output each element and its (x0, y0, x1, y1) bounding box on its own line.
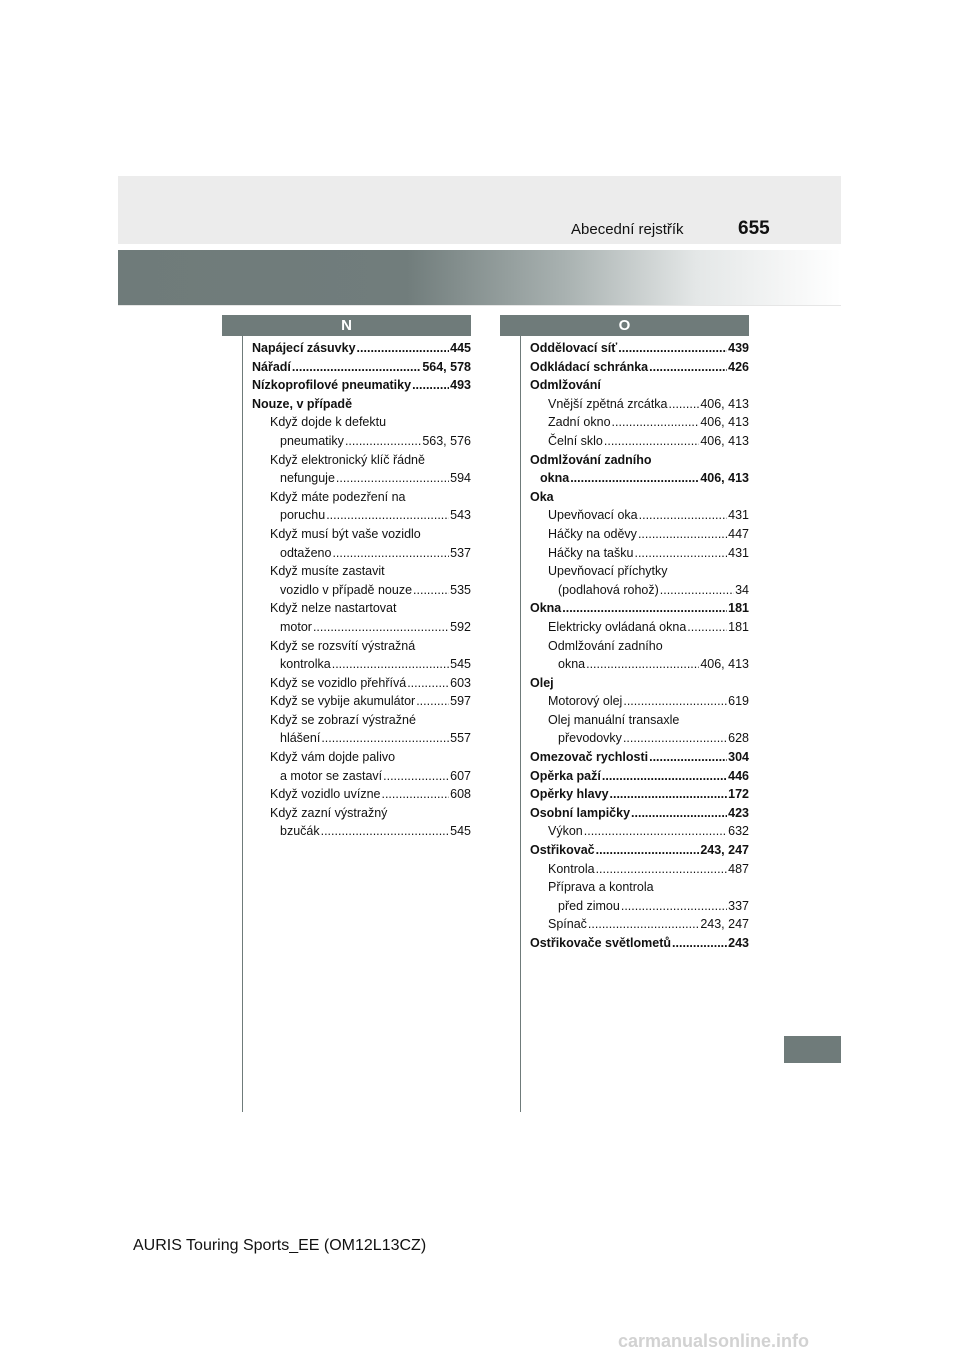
index-entry-term: hlášení (280, 731, 321, 746)
leader-dots (321, 729, 449, 748)
index-entry-term: Osobní lampičky (530, 805, 631, 820)
index-entry-page: 564, 578 (422, 359, 471, 374)
index-entry-term: pneumatiky (280, 433, 344, 448)
leader-dots (649, 358, 727, 377)
index-entry-term: Když vám dojde palivo (270, 750, 396, 765)
index-entry-term: Upevňovací příchytky (548, 564, 668, 579)
index-entry-term: Oddělovací síť (530, 341, 618, 355)
index-entry (530, 506, 749, 525)
index-entry-term: Zadní okno (548, 415, 611, 430)
index-entry-page: 304 (728, 750, 749, 765)
index-entry-term: Odmlžování zadního (548, 638, 663, 653)
index-entry-term: okna (558, 657, 586, 672)
index-entry-term: okna (540, 471, 570, 486)
index-entry (252, 822, 471, 841)
index-entry-page: 607 (450, 768, 471, 783)
index-entry-page: 563, 576 (422, 433, 471, 448)
index-entry (530, 729, 749, 748)
index-entry (252, 413, 471, 432)
index-entry-page: 426 (728, 359, 749, 374)
index-entry (530, 785, 749, 804)
index-entry-page: 423 (728, 805, 749, 820)
index-entry (252, 692, 471, 711)
index-entry-page: 603 (450, 675, 471, 690)
index-entry-term: Opěrky hlavy (530, 787, 609, 802)
index-entry-page: 34 (735, 582, 749, 597)
leader-dots (660, 581, 734, 600)
leader-dots (416, 692, 449, 711)
divider (118, 305, 841, 306)
index-entry-page: 594 (450, 471, 471, 486)
header-band (118, 176, 841, 244)
leader-dots (326, 506, 449, 525)
index-entry (530, 339, 749, 358)
index-entry-page: 181 (728, 619, 749, 634)
index-entry-page: 592 (450, 619, 471, 634)
index-entry-term: Olej (530, 675, 554, 690)
index-entry (530, 841, 749, 860)
index-entry-term: Spínač (548, 917, 587, 932)
index-entry-page: 445 (450, 341, 471, 355)
index-entry-term: Olej manuální transaxle (548, 712, 680, 727)
index-entry (530, 432, 749, 451)
index-entry (530, 581, 749, 600)
index-column-n (252, 339, 471, 841)
index-entry (252, 599, 471, 618)
index-entry-page: 406, 413 (700, 433, 749, 448)
index-entry-term: Čelní sklo (548, 433, 603, 448)
index-entry (252, 711, 471, 730)
index-entry-page: 431 (728, 545, 749, 560)
index-entry (530, 767, 749, 786)
index-entry (530, 748, 749, 767)
index-entry (530, 915, 749, 934)
leader-dots (586, 655, 699, 674)
leader-dots (649, 748, 727, 767)
index-entry-term: Výkon (548, 824, 583, 839)
index-entry-term: Když vozidlo uvízne (270, 787, 381, 802)
index-entry-page: 557 (450, 731, 471, 746)
leader-dots (381, 785, 449, 804)
index-entry (252, 488, 471, 507)
index-entry-page: 243, 247 (700, 843, 749, 858)
index-entry (530, 469, 749, 488)
leader-dots (570, 469, 699, 488)
leader-dots (638, 525, 727, 544)
index-entry (530, 618, 749, 637)
leader-dots (639, 506, 728, 525)
index-entry (530, 897, 749, 916)
index-entry (530, 562, 749, 581)
index-entry-term: a motor se zastaví (280, 768, 383, 783)
index-entry-term: Když musíte zastavit (270, 564, 385, 579)
letter-header-n: N (222, 315, 471, 336)
index-entry-term: poruchu (280, 508, 326, 523)
leader-dots (345, 432, 421, 451)
index-entry (252, 562, 471, 581)
index-entry-term: Motorový olej (548, 694, 623, 709)
index-entry (530, 804, 749, 823)
leader-dots (407, 674, 449, 693)
index-entry-term: (podlahová rohož) (558, 582, 659, 597)
index-entry-page: 406, 413 (700, 657, 749, 672)
footer-model: AURIS Touring Sports_EE (OM12L13CZ) (133, 1237, 427, 1254)
index-entry-term: Omezovač rychlosti (530, 750, 649, 765)
index-entry (530, 934, 749, 953)
leader-dots (584, 822, 727, 841)
leader-dots (412, 376, 449, 395)
section-title: Abecední rejstřík (571, 221, 684, 238)
index-entry-page: 619 (728, 694, 749, 709)
leader-dots (357, 339, 450, 358)
index-entry-term: Ostřikovače světlometů (530, 936, 672, 950)
index-entry-term: Elektricky ovládaná okna (548, 619, 687, 634)
leader-dots (669, 395, 700, 414)
index-entry-term: Když se vybije akumulátor (270, 694, 416, 709)
index-entry-page: 446 (728, 768, 749, 783)
index-entry-term: Oka (530, 489, 554, 504)
leader-dots (672, 934, 727, 953)
index-entry-term: Když musí být vaše vozidlo (270, 526, 421, 541)
index-entry (530, 878, 749, 897)
leader-dots (596, 841, 700, 860)
index-entry-page: 537 (450, 545, 471, 560)
index-entry-page: 243, 247 (700, 917, 749, 932)
leader-dots (588, 915, 699, 934)
index-entry-page: 608 (450, 787, 471, 802)
index-entry (530, 376, 749, 395)
leader-dots (621, 897, 727, 916)
index-entry-term: Háčky na oděvy (548, 526, 637, 541)
leader-dots (313, 618, 449, 637)
leader-dots (687, 618, 727, 637)
index-entry (530, 525, 749, 544)
index-entry (252, 785, 471, 804)
index-entry-term: Nízkoprofilové pneumatiky (252, 378, 412, 393)
index-entry (252, 729, 471, 748)
index-entry-term: Když se zobrazí výstražné (270, 712, 416, 727)
decorative-gradient-band (118, 250, 841, 305)
index-entry (252, 748, 471, 767)
index-entry-term: Háčky na tašku (548, 545, 634, 560)
index-entry (530, 860, 749, 879)
letter-header-o: O (500, 315, 749, 336)
index-entry (252, 804, 471, 823)
index-entry-page: 545 (450, 657, 471, 672)
index-entry-term: bzučák (280, 824, 320, 839)
index-entry-page: 447 (728, 526, 749, 541)
index-entry-term: odtaženo (280, 545, 332, 560)
column-rule-left (242, 336, 243, 1112)
index-entry-page: 543 (450, 508, 471, 523)
index-entry-term: Opěrka paží (530, 768, 601, 783)
index-entry-page: 493 (450, 378, 471, 393)
index-entry-page: 439 (728, 341, 749, 355)
index-entry (530, 488, 749, 507)
index-entry-term: Napájecí zásuvky (252, 341, 356, 355)
index-column-o (530, 339, 749, 953)
index-entry (252, 655, 471, 674)
index-entry (252, 525, 471, 544)
index-entry (252, 767, 471, 786)
leader-dots (292, 358, 421, 377)
leader-dots (413, 581, 449, 600)
index-entry-page: 243 (728, 936, 749, 950)
leader-dots (612, 413, 700, 432)
index-entry (530, 451, 749, 470)
index-entry (530, 674, 749, 693)
index-entry (530, 358, 749, 377)
index-entry-term: Když se vozidlo přehřívá (270, 675, 407, 690)
index-entry (252, 581, 471, 600)
index-entry (252, 432, 471, 451)
index-entry-page: 628 (728, 731, 749, 746)
index-entry (252, 395, 471, 414)
index-entry (530, 692, 749, 711)
index-entry-term: Když nelze nastartovat (270, 601, 397, 616)
leader-dots (332, 544, 449, 563)
index-entry-term: Když elektronický klíč řádně (270, 452, 425, 467)
leader-dots (383, 767, 449, 786)
index-entry (530, 413, 749, 432)
index-entry-term: nefunguje (280, 471, 335, 486)
index-entry (252, 544, 471, 563)
index-entry-term: Vnější zpětná zrcátka (548, 396, 668, 411)
index-entry-term: Nářadí (252, 359, 291, 374)
index-entry-term: vozidlo v případě nouze (280, 582, 413, 597)
leader-dots (634, 544, 727, 563)
index-entry-page: 406, 413 (700, 396, 749, 411)
index-entry (252, 637, 471, 656)
index-entry (530, 822, 749, 841)
index-entry-page: 181 (728, 601, 749, 616)
index-entry (252, 451, 471, 470)
index-entry-term: Odmlžování (530, 378, 601, 393)
index-entry-term: Když máte podezření na (270, 489, 406, 504)
leader-dots (321, 822, 450, 841)
index-entry-term: Okna (530, 601, 562, 616)
index-entry-term: Odmlžování zadního (530, 452, 652, 467)
page-number: 655 (738, 218, 770, 239)
index-entry (530, 544, 749, 563)
index-entry (530, 637, 749, 656)
index-entry (530, 711, 749, 730)
leader-dots (332, 655, 449, 674)
leader-dots (604, 432, 699, 451)
index-entry-term: převodovky (558, 731, 622, 746)
index-entry-page: 172 (728, 787, 749, 802)
chapter-tab (784, 1036, 841, 1063)
index-entry (252, 358, 471, 377)
index-entry-page: 535 (450, 582, 471, 597)
leader-dots (336, 469, 449, 488)
index-entry-page: 597 (450, 694, 471, 709)
index-entry (252, 674, 471, 693)
index-entry (530, 599, 749, 618)
index-entry-page: 545 (450, 824, 471, 839)
index-entry (252, 618, 471, 637)
index-entry-term: Upevňovací oka (548, 508, 638, 523)
index-entry-term: Když zazní výstražný (270, 805, 388, 820)
leader-dots (623, 729, 727, 748)
index-entry-term: před zimou (558, 898, 620, 913)
index-entry-term: Když se rozsvítí výstražná (270, 638, 416, 653)
index-entry (530, 655, 749, 674)
leader-dots (562, 599, 727, 618)
watermark: carmanualsonline.info (618, 1331, 810, 1351)
index-entry-term: kontrolka (280, 657, 331, 672)
leader-dots (631, 804, 727, 823)
index-entry-page: 487 (728, 861, 749, 876)
leader-dots (602, 767, 727, 786)
index-entry-term: Ostřikovač (530, 843, 595, 858)
index-entry (252, 376, 471, 395)
leader-dots (618, 339, 727, 358)
index-entry-term: motor (280, 619, 312, 634)
column-rule-right (520, 336, 521, 1112)
index-entry-term: Kontrola (548, 861, 595, 876)
index-entry (252, 339, 471, 358)
index-entry-term: Když dojde k defektu (270, 415, 387, 430)
leader-dots (623, 692, 727, 711)
index-entry (252, 469, 471, 488)
index-entry-page: 431 (728, 508, 749, 523)
index-entry-term: Odkládací schránka (530, 359, 649, 374)
index-entry (530, 395, 749, 414)
index-entry-page: 632 (728, 824, 749, 839)
index-entry-term: Nouze, v případě (252, 396, 353, 411)
index-entry-page: 406, 413 (700, 415, 749, 430)
index-entry-page: 337 (728, 898, 749, 913)
index-entry-term: Příprava a kontrola (548, 880, 654, 895)
index-entry-page: 406, 413 (700, 471, 749, 486)
leader-dots (610, 785, 728, 804)
index-entry (252, 506, 471, 525)
leader-dots (596, 860, 728, 879)
